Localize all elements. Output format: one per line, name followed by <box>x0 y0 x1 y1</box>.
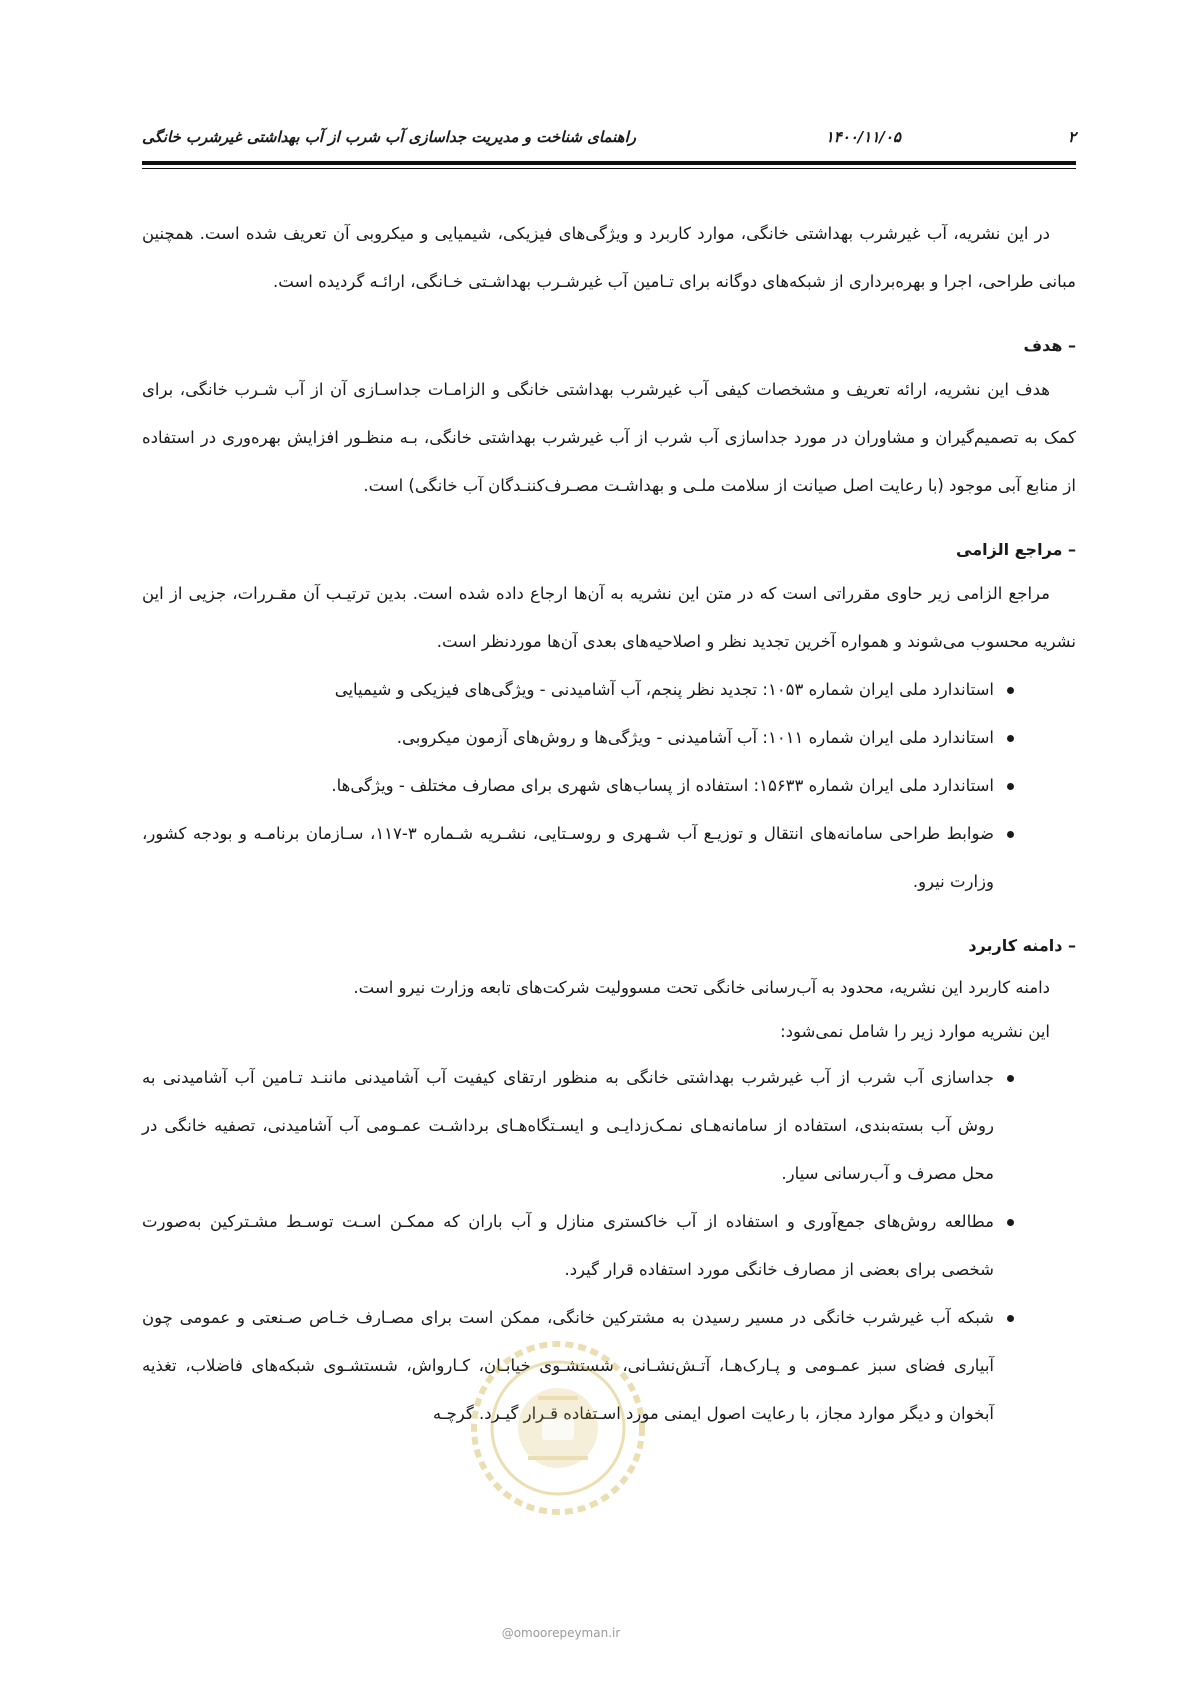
list-item: جداسازی آب شرب از آب غیرشرب بهداشتی خانگی به منظور ارتقای کیفیت آب آشامیدنی ماننـد تـامین آب آشامیدنی به روش آب بسته‌بندی، استفاده از سامانه‌هـای نمـک‌زدایـی و ایسـتگاه‌هـای برداشـت عمـومی آب آشامیدنی، تصفیه خانگی در محل مصرف و آب‌رسانی سیار. <box>142 1054 1076 1198</box>
references-paragraph: مراجع الزامی زیر حاوی مقرراتی است که در متن این نشریه به آن‌ها ارجاع داده شده است. بدین ترتیـب آن مقـررات، جزیی از این نشریه محسوب می‌شوند و همواره آخرین تجدید نظر و اصلاحیه‌های بعدی آن‌ها موردنظر است. <box>142 584 1076 651</box>
list-item: ضوابط طراحی سامانه‌های انتقال و توزیـع آب شـهری و روسـتایی، نشـریه شـماره ۳-۱۱۷، سـازمان برنامـه و بودجه کشور، وزارت نیرو. <box>142 810 1076 906</box>
running-header <box>142 128 1076 154</box>
header-date: ۱۴۰۰/۱۱/۰۵ <box>825 128 901 146</box>
goal-heading: – هدف <box>1023 336 1076 355</box>
document-page <box>142 0 1076 1684</box>
scope-exclusions-list <box>142 1054 1076 1438</box>
watermark-site: @omoorepeyman.ir <box>501 1626 621 1640</box>
document-body <box>142 210 1076 1438</box>
page-number: ۲ <box>1067 128 1076 146</box>
header-rule-thick <box>142 161 1076 165</box>
list-item: شبکه آب غیرشرب خانگی در مسیر رسیدن به مشترکین خانگی، ممکن است برای مصـارف خـاص صـنعتی و عمومی چون آبیاری فضای سبز عمـومی و پـارک‌هـا، آتـش‌نشـانی، شستشـوی خیابـان، کـارواش، شستشـوی شبکه‌های فاضلاب، تغذیه آبخوان و دیگر موارد مجاز، با رعایت اصول ایمنی مورد اسـتفاده قـرار گیـرد. گرچـه <box>142 1294 1076 1438</box>
header-title: راهنمای شناخت و مدیریت جداسازی آب شرب از آب بهداشتی غیرشرب خانگی <box>142 128 636 146</box>
intro-paragraph: در این نشریه، آب غیرشرب بهداشتی خانگی، موارد کاربرد و ویژگی‌های فیزیکی، شیمیایی و میکروبی آن تعریف شده است. همچنین مبانی طراحی، اجرا و بهره‌برداری از شبکه‌های دوگانه برای تـامین آب غیرشـرب بهداشـتی خـانگی، ارائـه گردیده است. <box>142 224 1076 291</box>
scope-paragraph-1: دامنه کاربرد این نشریه، محدود به آب‌رسانی خانگی تحت مسوولیت شرکت‌های تابعه وزارت نیرو است. <box>353 978 1050 997</box>
scope-paragraph-2: این نشریه موارد زیر را شامل نمی‌شود: <box>780 1022 1050 1041</box>
goal-paragraph: هدف این نشریه، ارائه تعریف و مشخصات کیفی آب غیرشرب بهداشتی خانگی و الزامـات جداسـازی آن از آب شـرب خانگی، برای کمک به تصمیم‌گیران و مشاوران در مورد جداسازی آب شرب از آب غیرشرب بهداشتی خانگی، بـه منظـور افزایش بهره‌وری در استفاده از منابع آبی موجود (با رعایت اصل صیانت از سلامت ملـی و بهداشـت مصـرف‌کننـدگان آب خانگی) است. <box>142 380 1076 495</box>
scope-heading: – دامنه کاربرد <box>968 936 1076 955</box>
list-item: استاندارد ملی ایران شماره ۱۵۶۳۳: استفاده از پساب‌های شهری برای مصارف مختلف - ویژگی‌ها. <box>142 762 1076 810</box>
references-heading: – مراجع الزامی <box>956 540 1076 559</box>
header-rule-thin <box>142 168 1076 169</box>
list-item: استاندارد ملی ایران شماره ۱۰۵۳: تجدید نظر پنجم، آب آشامیدنی - ویژگی‌های فیزیکی و شیمیایی <box>142 666 1076 714</box>
references-list <box>142 666 1076 906</box>
list-item: مطالعه روش‌های جمع‌آوری و استفاده از آب خاکستری منازل و آب باران که ممکـن اسـت توسـط مشـترکین به‌صورت شخصی برای بعضی از مصارف خانگی مورد استفاده قرار گیرد. <box>142 1198 1076 1294</box>
list-item: استاندارد ملی ایران شماره ۱۰۱۱: آب آشامیدنی - ویژگی‌ها و روش‌های آزمون میکروبی. <box>142 714 1076 762</box>
